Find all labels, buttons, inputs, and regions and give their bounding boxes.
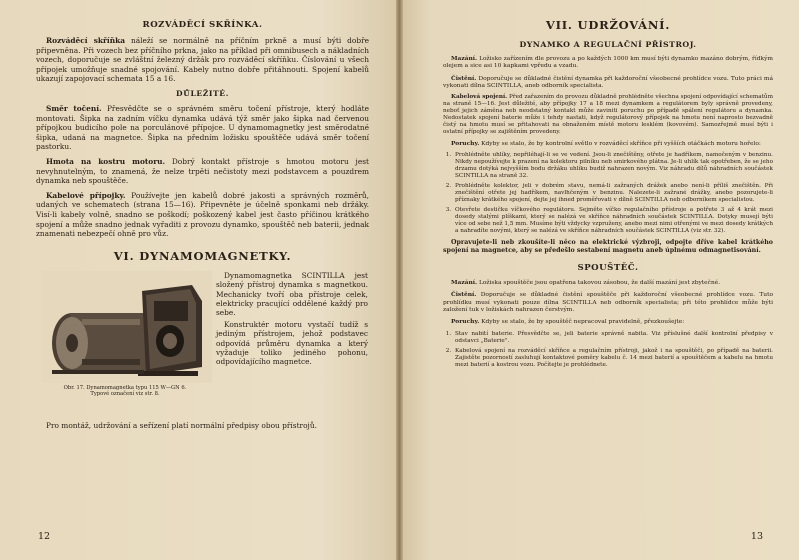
paragraph-text: Doporučuje se důkladné čistění spouštěče při každoroční všeobecné prohlídce vozu. Tuto prohlídku musí vykonati pouze dílna SCINTILLA neb odborník specialista; při této prohlídce může býti založení tuk v ložiskách nahrazen čerstvým. <box>443 292 773 313</box>
paragraph-text: Před zařazením do provozu důkladně prohlédněte všechna spojení odpovídající schematům na straně 15—16. Jest důležité, aby přípojky 17 a 18 mezi dynamkem a regulátorem byly správně provedeny, neboť jejich záměna neb neodstatný kontakt může zaviniti poruchu po případě spálení regulátoru a dynamka. Nedostatek spojení baterie může i tehdy nastati, když regulátorový přípojek na hmotu není naprosto bezvadně čistý na hmotu musí se přitahovati na obnaženém místě motoru lesklém (kovovém). Samozřejmě musí býti i ostatní přípojky se zajištěním provedeny. <box>443 94 773 136</box>
right-page <box>399 0 799 560</box>
list-item: 2. Kabelová spojení na rozváděcí skříňce a regulačním přístroji, jakož i na spouštěči, po případě na baterii. Zajistěte pozorností zasluhují kontaktové poměry kabelu č. 14 mezi baterií a spouštěčem a kabelu na hmotu mezi baterií a kostrou vozu. Počítejte je prohlédnete. <box>453 348 773 369</box>
section-heading-starter: SPOUŠTĚČ. <box>577 263 639 274</box>
paragraph-cleaning <box>443 75 773 91</box>
paragraph-text: Kdyby se stalo, že by kontrolní světlo v rozváděcí skříňce při vyšších otáčkách motoru hořelo: <box>479 141 761 148</box>
paragraph-text: Ložiska spouštěče jsou opatřena takovou zásobou, že další mazání jest zbytečné. <box>477 280 721 287</box>
figure-block <box>36 271 369 421</box>
left-page <box>0 0 399 560</box>
caption-line-2: Typové označení viz str. 8. <box>90 391 160 398</box>
fault-checklist-dynamo <box>453 152 773 235</box>
paragraph-text: Dobrý kontakt přístroje s hmotou motoru jest nevyhnutelným, to znamená, že nelze trpěti nečistoty mezi podstavcem a pouzdrem dynamka neb spouštěče. <box>36 156 369 186</box>
paragraph-cables <box>36 191 369 239</box>
chapter-heading-dynamomagneto: VI. DYNAMOMAGNETKY. <box>113 248 292 263</box>
lead-term: Hmota na kostru motoru. <box>46 156 166 166</box>
paragraph-dynamo-2: Konstruktér motoru vystačí tudíž s jediným přístrojem, jehož podstavec odpovídá průměru dynamka a který vyžaduje toliko jediného pohonu, odpovídajícího magnetce. <box>216 319 368 367</box>
lead-term: Poruchy. <box>451 140 480 148</box>
paragraph-rotation <box>36 104 369 152</box>
paragraph-starter-faults <box>443 318 773 326</box>
list-item: 3. Otevřete destičku víčkového regulátoru. Sejměte víčko regulačního přístroje a potřete 3 až 4 krát mezi dosedy stalými plíškami, který se nalézá ve skříňce náhradních součástek SCINTILLA. Dotyky musejí býti více od sebe než 1,5 mm. Musíme býti vždycky vzpruženy, anebo mezi nimi otřenými ve mezi dosedy krátkých a nahradíte novými, který se nalézá ve skříňce náhradních součástek SCINTILLA (viz str. 32). <box>453 207 773 235</box>
section-heading-important: DŮLEŽITÉ. <box>176 88 229 98</box>
paragraph-maintenance-note: Pro montáž, udržování a seřízení platí normální předpisy obou přístrojů. <box>46 420 317 430</box>
lead-term: Čistění. <box>451 291 477 299</box>
section-heading-dynamo-regulator: DYNAMKO A REGULAČNÍ PŘÍSTROJ. <box>519 40 697 49</box>
paragraph-text: náleží se normálně na příčním prkně a musí býti dobře připevněna. Při vozech bez příčního prkna, jako na příklad při omnibusech a nákladních vozech, doporučuje se zvláštní železný držák pro rozváděcí skříňku. Číslování u všech přípojek umožňuje snadné spojování. Kabely nutno dobře přitáhnouti. Spojení kabelů ukazují zapojovací schemata 15 a 16. <box>36 36 369 84</box>
figure-caption <box>36 385 214 398</box>
list-item: 2. Prohlédněte kolektor, jeli v dobrém stavu, nemá-li zažraných drážek anebo není-li příliš znečištěn. Při znečištění otřete jej hadříkem, navlhčeným v benzinu. Nalezete-li zažrané drážky, anebo pozorujete-li příznaky krátkého spojení, dejte jej ihned proměřovati v dílně SCINTILLA neb odborníkem specialistou. <box>453 183 773 204</box>
paragraph-distribution-box <box>36 36 369 84</box>
dynamomagneto-description <box>216 271 368 369</box>
paragraph-faults <box>443 140 773 148</box>
paragraph-text: Přesvědčte se o správném směru točení přístroje, který hodláte montovati. Šipka na zadním víčku dynamka udává týž směr jako šipka nad červenou přípojkou budicího pole na porculánové přípojce. U dynamomagnetky jest směrodatné šipka, udaná na magnetce. Šipka na předním ložisku spouštěče udává směr točení pastorku. <box>36 103 369 152</box>
chapter-heading-maintenance: VII. UDRŽOVÁNÍ. <box>545 18 671 32</box>
lead-term: Čistění. <box>451 74 477 82</box>
paragraph-text: Doporučuje se důkladné čistění dynamka při každoroční všeobecné prohlídce vozu. Tuto práci má vykonati dílna SCINTILLA, aneb odborník specialista. <box>443 75 773 89</box>
lead-term: Mazání. <box>451 55 478 62</box>
page-number-right: 13 <box>750 531 763 542</box>
lead-term: Kabelové přípojky. <box>46 190 126 200</box>
paragraph-warning: Opravujete-li neb zkoušíte-li něco na elektrické výzbroji, odpojte dříve kabel krátkého spojení na magnetce, aby se předešlo sestabení magnetu aneb úplnému odmagnetisování. <box>443 239 773 255</box>
paragraph-dynamo-1: Dynamomagnetka SCINTILLA jest složený přístroj dynamka s magnetkou. Mechanicky tvoří oba přístroje celek, elektricky pracující oddělené každý pro sebe. <box>216 270 368 318</box>
section-heading-distribution-box: ROZVÁDĚCÍ SKŘÍNKA. <box>142 20 263 30</box>
list-item: 1. Stav nabití baterie. Přesvědčte se, jeli baterie správně nabita. Viz příslušné další kontrolní předpisy v odstavci „Baterie". <box>453 331 773 345</box>
lead-term: Směr točení. <box>46 103 102 113</box>
fault-checklist-starter <box>453 331 773 369</box>
list-item: 1. Prohlédněte uhlíky, nepřiléhají-li se ve vedení. Jsou-li znečištěny, otřete je hadříkem, namočeným v benzinu. Nikdy nepoužívejte k prazení na kolektoru pilníku neb smirkového plátna. Je-li uhlík tak opotřeben, že se jeho drzamu dotýká nejvyšším bodu držáku uhlíku budiž nahrazen novým. Viz náhradu dílů náhradních součástek SCINTILLA na straně 32. <box>453 152 773 180</box>
lead-term: Mazání. <box>451 279 478 287</box>
paragraph-text: Ložisko zařízením dle provozu a po každých 1000 km musí býti dynamko mazáno dobrým, řídkým olejem a sice asi 10 kapkami vpředu a vzadu. <box>443 56 773 70</box>
lead-term: Poruchy. <box>451 318 480 326</box>
paragraph-starter-cleaning <box>443 291 773 314</box>
caption-line-1: Obr. 17. Dynamomagnetka typu 115 W—GN 6. <box>63 384 187 391</box>
paragraph-starter-lubrication <box>443 279 773 287</box>
paragraph-text: Kdyby se stalo, že by spouštěč nepracoval pravidelně, přezkoušejte: <box>479 319 685 326</box>
page-number-left: 12 <box>38 531 51 542</box>
paragraph-ground <box>36 157 369 186</box>
book-gutter <box>396 0 403 560</box>
paragraph-text: Používejte jen kabelů dobré jakosti a správných rozměrů, udaných ve schematech (strana 15—16). Připevněte je účelně sponkami neb držáky. Visí-li kabely volně, snadno se poškodí; poškozený kabel jest často příčinou krátkého spojení a může snadno jednak vyřaditi z provozu dynamko, spouštěč neb baterii, jednak znamenati nebezpečí ohně pro vůz. <box>36 190 369 239</box>
lead-term: Rozváděcí skříňka <box>46 36 125 45</box>
paragraph-cable-connections <box>443 94 773 136</box>
paragraph-lubrication <box>443 55 773 71</box>
lead-term: Kabelová spojení. <box>451 94 508 101</box>
dynamomagneto-illustration <box>42 271 212 383</box>
